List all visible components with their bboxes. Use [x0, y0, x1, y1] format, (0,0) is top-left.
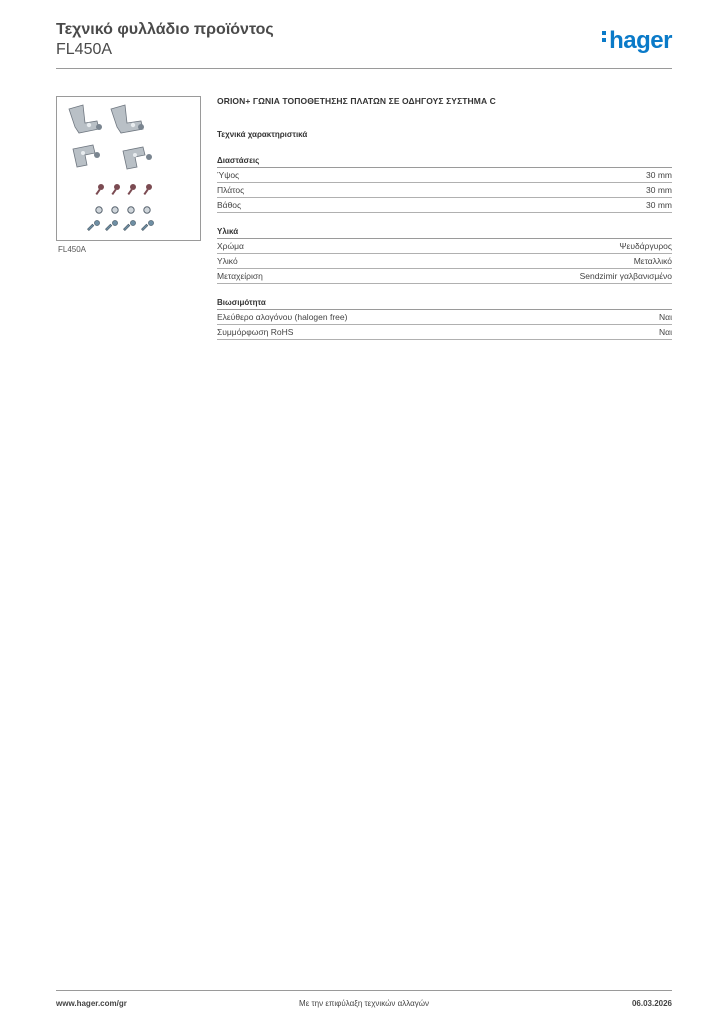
spec-value: Ναι — [659, 327, 672, 337]
spec-row — [217, 325, 672, 340]
logo-text: hager — [609, 27, 672, 54]
footer-date: 06.03.2026 — [631, 999, 672, 1008]
spec-label: Ελεύθερο αλογόνου (halogen free) — [217, 312, 348, 322]
spec-value: Ψευδάργυρος — [619, 241, 672, 251]
spec-label: Ύψος — [217, 170, 240, 180]
spec-label: Πλάτος — [217, 185, 245, 195]
product-title: ORION+ ΓΩΝΙΑ ΤΟΠΟΘΕΤΗΣΗΣ ΠΛΑΤΩΝ ΣΕ ΟΔΗΓΟΥΣ ΣΥΣΤΗΜΑ C — [217, 96, 496, 106]
spec-row — [217, 183, 672, 198]
group-title-dimensions: Διαστάσεις — [217, 156, 672, 168]
spec-row — [217, 269, 672, 284]
spec-label: Συμμόρφωση RoHS — [217, 327, 294, 337]
footer-disclaimer: Με την επιφύλαξη τεχνικών αλλαγών — [299, 999, 429, 1008]
hager-logo — [602, 27, 672, 55]
spec-label: Υλικό — [217, 256, 238, 266]
spec-value: 30 mm — [646, 200, 672, 210]
spec-value: Sendzimir γαλβανισμένο — [579, 271, 672, 281]
spec-row — [217, 254, 672, 269]
product-image — [56, 96, 201, 241]
group-title-materials: Υλικά — [217, 227, 672, 239]
tech-specs-heading: Τεχνικά χαρακτηριστικά — [217, 130, 308, 139]
image-caption: FL450A — [58, 245, 87, 254]
spec-value: Μεταλλικό — [633, 256, 672, 266]
document-title: Τεχνικό φυλλάδιο προϊόντος — [56, 21, 274, 38]
angle-bracket-kit-icon — [57, 97, 200, 240]
spec-content — [217, 96, 672, 340]
group-title-sustainability: Βιωσιμότητα — [217, 298, 672, 310]
spec-value: Ναι — [659, 312, 672, 322]
header-divider — [56, 68, 672, 69]
product-code: FL450A — [56, 41, 113, 58]
footer-website-link[interactable]: www.hager.com/gr — [56, 999, 127, 1008]
spec-label: Χρώμα — [217, 241, 244, 251]
page-header — [56, 20, 672, 70]
spec-row — [217, 310, 672, 325]
spec-row — [217, 239, 672, 254]
spec-row — [217, 168, 672, 183]
footer-divider — [56, 990, 672, 991]
logo-colon-icon — [602, 31, 607, 45]
spec-value: 30 mm — [646, 185, 672, 195]
spec-row — [217, 198, 672, 213]
spec-label: Μεταχείριση — [217, 271, 263, 281]
spec-label: Βάθος — [217, 200, 242, 210]
spec-value: 30 mm — [646, 170, 672, 180]
